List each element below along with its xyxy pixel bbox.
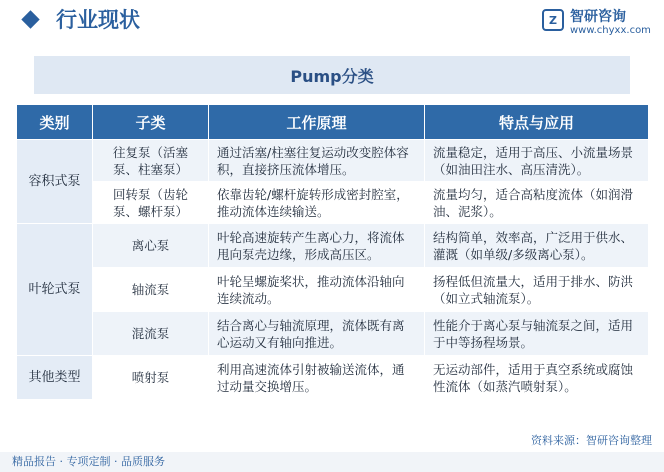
footer <box>0 436 664 472</box>
table-row <box>17 140 649 182</box>
subtype-cell: 离心泵 <box>93 224 209 268</box>
table-row <box>17 268 649 312</box>
subtype-cell: 混流泵 <box>93 312 209 356</box>
table-row <box>17 182 649 224</box>
brand-logo-icon: Z <box>542 9 564 31</box>
source-note: 资料来源：智研咨询整理 <box>531 434 652 447</box>
brand-name: 智研咨询 <box>570 9 626 25</box>
pump-classification-table <box>16 104 649 400</box>
feature-cell: 流量均匀，适合高粘度流体（如润滑油、泥浆）。 <box>425 182 649 224</box>
page-title: 行业现状 <box>56 8 140 32</box>
table-row <box>17 312 649 356</box>
subtype-cell: 回转泵（齿轮泵、螺杆泵） <box>93 182 209 224</box>
principle-cell: 利用高速流体引射被输送流体，通过动量交换增压。 <box>209 356 425 400</box>
brand <box>542 6 652 40</box>
principle-cell: 结合离心与轴流原理，流体既有离心运动又有轴向推进。 <box>209 312 425 356</box>
principle-cell: 叶轮呈螺旋桨状，推动流体沿轴向连续流动。 <box>209 268 425 312</box>
header-principle: 工作原理 <box>209 105 425 140</box>
subtype-cell: 喷射泵 <box>93 356 209 400</box>
subtitle-bar <box>34 56 630 94</box>
table-row <box>17 356 649 400</box>
header-subtype: 子类 <box>93 105 209 140</box>
footer-slogan: 精品报告 · 专项定制 · 品质服务 <box>12 455 165 468</box>
subtype-cell: 往复泵（活塞泵、柱塞泵） <box>93 140 209 182</box>
diamond-bullet-icon <box>21 10 39 28</box>
category-cell: 叶轮式泵 <box>17 224 93 356</box>
header <box>0 0 664 44</box>
table-title: Pump分类 <box>290 66 374 86</box>
feature-cell: 流量稳定，适用于高压、小流量场景（如油田注水、高压清洗）。 <box>425 140 649 182</box>
feature-cell: 性能介于离心泵与轴流泵之间，适用于中等扬程场景。 <box>425 312 649 356</box>
brand-url: www.chyxx.com <box>570 25 651 36</box>
feature-cell: 扬程低但流量大，适用于排水、防洪（如立式轴流泵）。 <box>425 268 649 312</box>
table-header-row <box>17 105 649 140</box>
feature-cell: 结构简单，效率高，广泛用于供水、灌溉（如单级/多级离心泵）。 <box>425 224 649 268</box>
header-feature: 特点与应用 <box>425 105 649 140</box>
principle-cell: 叶轮高速旋转产生离心力，将流体甩向泵壳边缘，形成高压区。 <box>209 224 425 268</box>
feature-cell: 无运动部件，适用于真空系统或腐蚀性流体（如蒸汽喷射泵）。 <box>425 356 649 400</box>
subtype-cell: 轴流泵 <box>93 268 209 312</box>
header-category: 类别 <box>17 105 93 140</box>
principle-cell: 依靠齿轮/螺杆旋转形成密封腔室，推动流体连续输送。 <box>209 182 425 224</box>
table-row <box>17 224 649 268</box>
principle-cell: 通过活塞/柱塞往复运动改变腔体容积，直接挤压流体增压。 <box>209 140 425 182</box>
category-cell: 其他类型 <box>17 356 93 400</box>
category-cell: 容积式泵 <box>17 140 93 224</box>
